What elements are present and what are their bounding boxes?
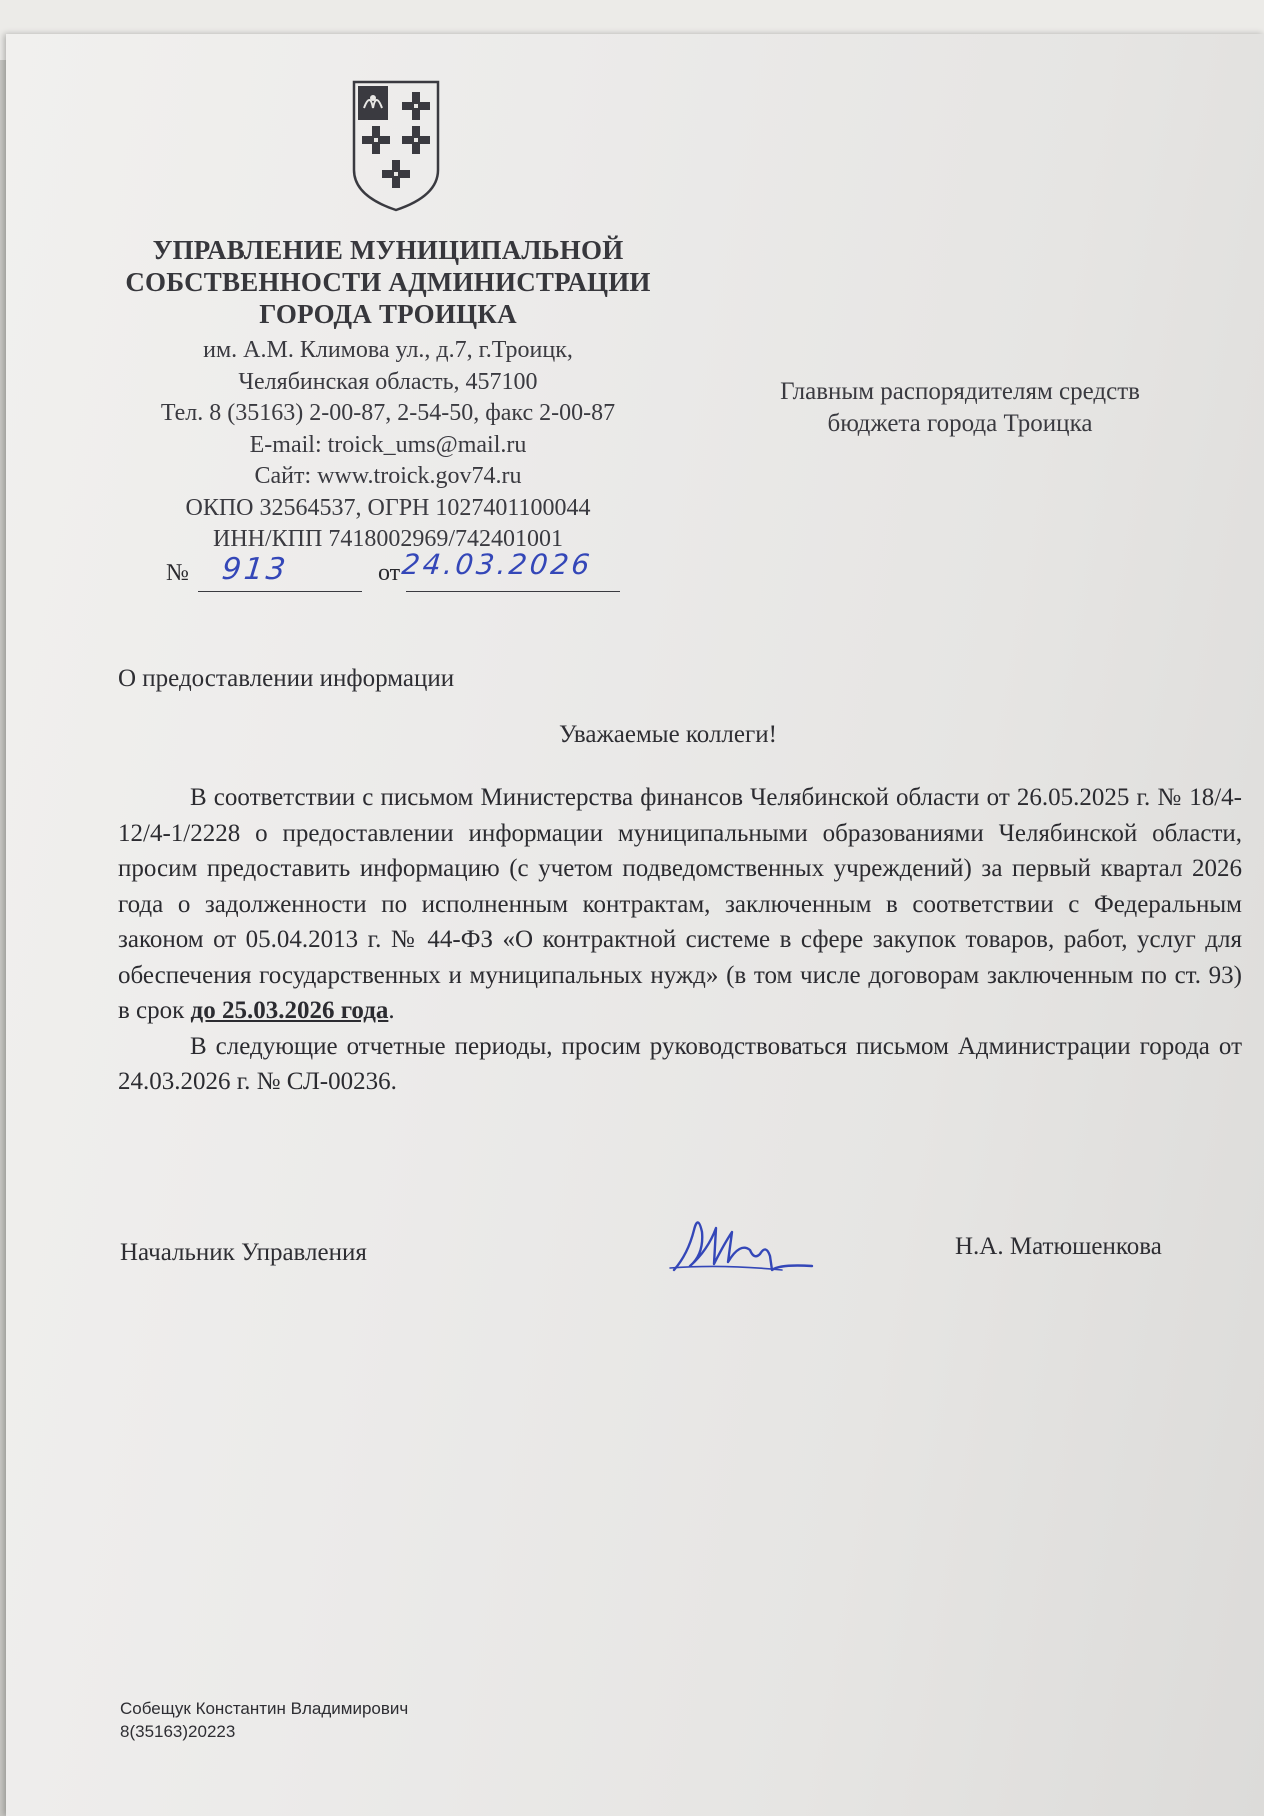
website-line: Сайт: www.troick.gov74.ru — [254, 463, 522, 489]
registration-number: 913 — [220, 552, 291, 587]
paragraph-end: . — [388, 997, 395, 1024]
paragraph-text: В соответствии с письмом Министерства финансов Челябинской области от 26.05.2025 г. № 18/4-12/4-1/2228 о предоставлении информации муниципальными образованиями Челябинской области, просим предоставить информацию (с учетом подведомственных учреждений) за первый квартал 2026 года о задолженности по исполненным контрактам, заключенным в соответствии с Федеральным законом от 05.04.2013 г. № 44-ФЗ «О контрактной системе в сфере закупок товаров, работ, услуг для обеспечения государственных и муниципальных нужд» (в том числе договорам заключенным по ст. 93) в срок — [118, 784, 1242, 1024]
recipient-block — [700, 376, 1220, 440]
executor-phone: 8(35163)20223 — [120, 1722, 236, 1741]
org-name-line: УПРАВЛЕНИЕ МУНИЦИПАЛЬНОЙ — [152, 235, 624, 265]
signatory-name: Н.А. Матюшенкова — [955, 1233, 1162, 1260]
signatory-title: Начальник Управления — [120, 1239, 367, 1266]
date-underline — [406, 591, 620, 592]
registration-date: 24.03.2026 — [400, 548, 595, 581]
org-name-line: СОБСТВЕННОСТИ АДМИНИСТРАЦИИ — [125, 267, 651, 297]
body-paragraph — [118, 1029, 1242, 1100]
inn-kpp-line: ИНН/КПП 7418002969/742401001 — [212, 526, 563, 552]
registration-line — [166, 548, 646, 594]
body-paragraph — [118, 780, 1242, 1029]
organization-name — [108, 234, 668, 330]
deadline-date: до 25.03.2026 года — [190, 997, 389, 1024]
recipient-line: бюджета города Троицка — [827, 410, 1093, 437]
address-line: им. А.М. Климова ул., д.7, г.Троицк, — [203, 337, 573, 363]
paragraph-text: В следующие отчетные периоды, просим руководствоваться письмом Администрации города от 24.03.2026 г. № СЛ-00236. — [118, 1032, 1242, 1095]
org-name-line: ГОРОДА ТРОИЦКА — [259, 299, 517, 329]
address-line: Челябинская область, 457100 — [238, 368, 538, 395]
date-label: от — [378, 560, 401, 586]
letter-body — [118, 780, 1242, 1100]
executor-name: Собещук Константин Владимирович — [120, 1699, 409, 1718]
number-label: № — [166, 560, 189, 586]
phone-line: Тел. 8 (35163) 2-00-87, 2-54-50, факс 2-00-87 — [160, 400, 616, 426]
email-line: E-mail: troick_ums@mail.ru — [249, 431, 527, 458]
number-underline — [198, 591, 362, 592]
recipient-line: Главным распорядителям средств — [780, 378, 1140, 405]
executor-block — [120, 1697, 408, 1743]
coat-of-arms-icon — [350, 78, 442, 214]
organization-contacts — [118, 335, 658, 556]
letter-subject: О предоставлении информации — [118, 665, 455, 692]
handwritten-signature — [662, 1204, 822, 1284]
greeting: Уважаемые коллеги! — [559, 721, 777, 748]
okpo-ogrn-line: ОКПО 32564537, ОГРН 1027401100044 — [185, 494, 591, 521]
